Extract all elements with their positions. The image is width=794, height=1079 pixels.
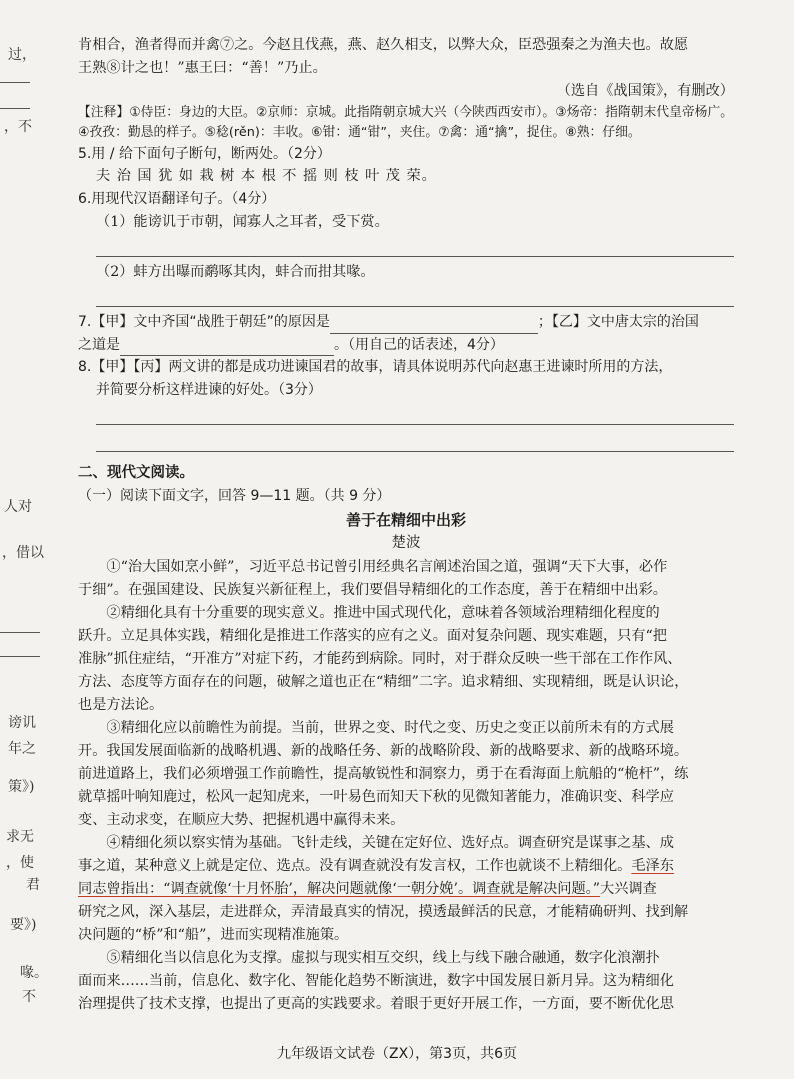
margin-rule xyxy=(0,108,30,109)
essay-line: 于细”。在强国建设、民族复兴新征程上，我们要倡导精细化的工作态度，善于在精细中出彩。 xyxy=(78,581,667,598)
essay-text: 事之道，某种意义上就是定位、选点。没有调查就没有发言权，工作也就谈不上精细化。 xyxy=(78,857,632,874)
annotations: 【注释】①侍臣：身边的大臣。②京师：京城。此指隋朝京城大兴（今陕西西安市）。③炀帝：指隋朝末代皇帝杨广。④孜孜：勤恳的样子。⑤稔(rěn)：丰收。⑥钳：通“钳”，夹住。⑦禽：通“擒”，捉住。⑧熟：仔细。 xyxy=(78,105,734,140)
essay-title: 善于在精细中出彩 xyxy=(345,510,466,529)
left-margin-fragments xyxy=(0,0,60,1079)
margin-fragment: ，不 xyxy=(4,119,32,135)
question-8-line: 并简要分析这样进谏的好处。（3分） xyxy=(96,382,322,399)
answer-blank-7b[interactable] xyxy=(120,337,334,356)
essay-line: 决问题的“桥”和“船”，进而实现精准施策。 xyxy=(78,926,349,943)
section-heading: 二、现代文阅读。 xyxy=(78,464,194,481)
passage-source: （选自《战国策》，有删改） xyxy=(556,83,734,99)
question-8-line: 8.【甲】【丙】两文讲的都是成功进谏国君的故事，请具体说明苏代向赵惠王进谏时所用的方法， xyxy=(78,359,673,376)
underlined-quote: 毛泽东 xyxy=(631,857,674,874)
essay-line: ⑤精细化当以信息化为支撑。虚拟与现实相互交织，线上与线下融合融通，数字化浪潮扑 xyxy=(106,949,660,966)
essay-line: ①“治大国如烹小鲜”，习近平总书记曾引用经典名言阐述治国之道，强调“天下大事，必作 xyxy=(106,558,668,575)
question-6-item-1: （1）能谤讥于市朝，闻寡人之耳者，受下赏。 xyxy=(96,214,389,230)
page-footer: 九年级语文试卷（ZX），第3页，共6页 xyxy=(277,1046,517,1062)
question-7-cont xyxy=(78,334,734,357)
answer-line-8-2[interactable] xyxy=(96,429,734,452)
essay-line: ④精细化须以察实情为基础。飞针走线，关键在定好位、选好点。调查研究是谋事之基、成 xyxy=(106,834,674,851)
margin-fragment: ，借以 xyxy=(2,545,44,561)
answer-blank-7a[interactable] xyxy=(330,315,538,334)
question-6-prompt: 6.用现代汉语翻译句子。（4分） xyxy=(78,191,276,208)
margin-fragment: 君 xyxy=(26,877,40,893)
essay-line: 准脉”抓住症结，“开准方”对症下药，才能药到病除。同时，对于群众反映一些干部在工作作风、 xyxy=(78,650,682,667)
essay-line: 研究之风，深入基层，走进群众，弄清最真实的情况，摸透最鲜活的民意，才能精确研判、找到解 xyxy=(78,903,689,920)
essay-line: ③精细化应以前瞻性为前提。当前，世界之变、时代之变、历史之变正以前所未有的方式展 xyxy=(106,719,674,736)
margin-fragment: 要》) xyxy=(10,917,37,933)
margin-fragment: 求无 xyxy=(6,829,34,845)
question-5-sentence: 夫 治 国 犹 如 栽 树 本 根 不 摇 则 枝 叶 茂 荣。 xyxy=(96,168,437,185)
question-7-text: 之道是 xyxy=(78,336,120,353)
margin-fragment: 过， xyxy=(8,47,36,63)
margin-rule xyxy=(0,632,40,633)
essay-author: 楚波 xyxy=(391,535,421,552)
essay-line: 就草摇叶响知鹿过，松风一起知虎来，一叶易色而知天下秋的见微知著能力，准确识变、科学应 xyxy=(78,788,674,805)
answer-line-6-2[interactable] xyxy=(96,284,734,307)
question-7-text: 。（用自己的话表述，4分） xyxy=(334,336,504,353)
answer-line-6-1[interactable] xyxy=(96,234,734,257)
passage-line: 肯相合，渔者得而并禽⑦之。今赵且伐燕，燕、赵久相支，以弊大众，臣恐强秦之为渔夫也。故愿 xyxy=(78,37,689,53)
question-6-item-2: （2）蚌方出曝而鹬啄其肉，蚌合而拑其喙。 xyxy=(96,264,375,280)
question-7 xyxy=(78,311,734,334)
essay-line: 跃升。立足具体实践，精细化是推进工作落实的应有之义。面对复杂问题、现实难题，只有“把 xyxy=(78,627,667,644)
section-instructions: （一）阅读下面文字，回答 9—11 题。（共 9 分） xyxy=(78,488,391,505)
essay-line: 也是方法论。 xyxy=(78,696,164,713)
essay-text: 大兴调查 xyxy=(600,880,657,897)
essay-line: 变、主动求变，在顺应大势、把握机遇中赢得未来。 xyxy=(78,811,405,828)
passage-line: 王熟⑧计之也！”惠王曰：“善！”乃止。 xyxy=(78,60,327,76)
essay-line: 开。我国发展面临新的战略机遇、新的战略任务、新的战略阶段、新的战略要求、新的战略环境。 xyxy=(78,742,689,759)
essay-line xyxy=(78,878,734,901)
margin-fragment: ，使 xyxy=(6,855,34,871)
margin-rule xyxy=(0,656,40,657)
question-7-text: 7.【甲】文中齐国“战胜于朝廷”的原因是 xyxy=(78,314,330,330)
essay-line: 面而来……当前，信息化、数字化、智能化趋势不断演进，数字中国发展日新月异。这为精细化 xyxy=(78,972,674,989)
answer-line-8-1[interactable] xyxy=(96,402,734,425)
essay-line: 方法、态度等方面存在的问题，破解之道也正在“精细”二字。追求精细、实现精细，既是认识论， xyxy=(78,673,689,690)
margin-fragment: 喙。 xyxy=(20,965,48,981)
essay-line: 前进道路上，我们必须增强工作前瞻性，提高敏锐性和洞察力，勇于在看海面上航船的“桅杆”，练 xyxy=(78,765,689,782)
essay-line: ②精细化具有十分重要的现实意义。推进中国式现代化，意味着各领域治理精细化程度的 xyxy=(106,604,660,621)
essay-line xyxy=(78,855,734,878)
margin-rule xyxy=(0,82,30,83)
margin-fragment: 谤讥 xyxy=(8,715,36,731)
margin-fragment: 年之 xyxy=(8,741,36,757)
margin-fragment: 不 xyxy=(22,989,36,1005)
question-5-prompt: 5.用 / 给下面句子断句，断两处。（2分） xyxy=(78,145,331,162)
underlined-quote: 同志曾指出：“调查就像‘十月怀胎’，解决问题就像‘一朝分娩’。调查就是解决问题。” xyxy=(78,880,601,897)
page-content xyxy=(78,34,734,1016)
essay-line: 治理提供了技术支撑，也提出了更高的实践要求。着眼于更好开展工作，一方面，要不断优化思 xyxy=(78,995,674,1012)
question-7-text: ；【乙】文中唐太宗的治国 xyxy=(537,314,699,330)
margin-fragment: 人对 xyxy=(4,499,32,515)
margin-fragment: 策》) xyxy=(8,779,35,795)
